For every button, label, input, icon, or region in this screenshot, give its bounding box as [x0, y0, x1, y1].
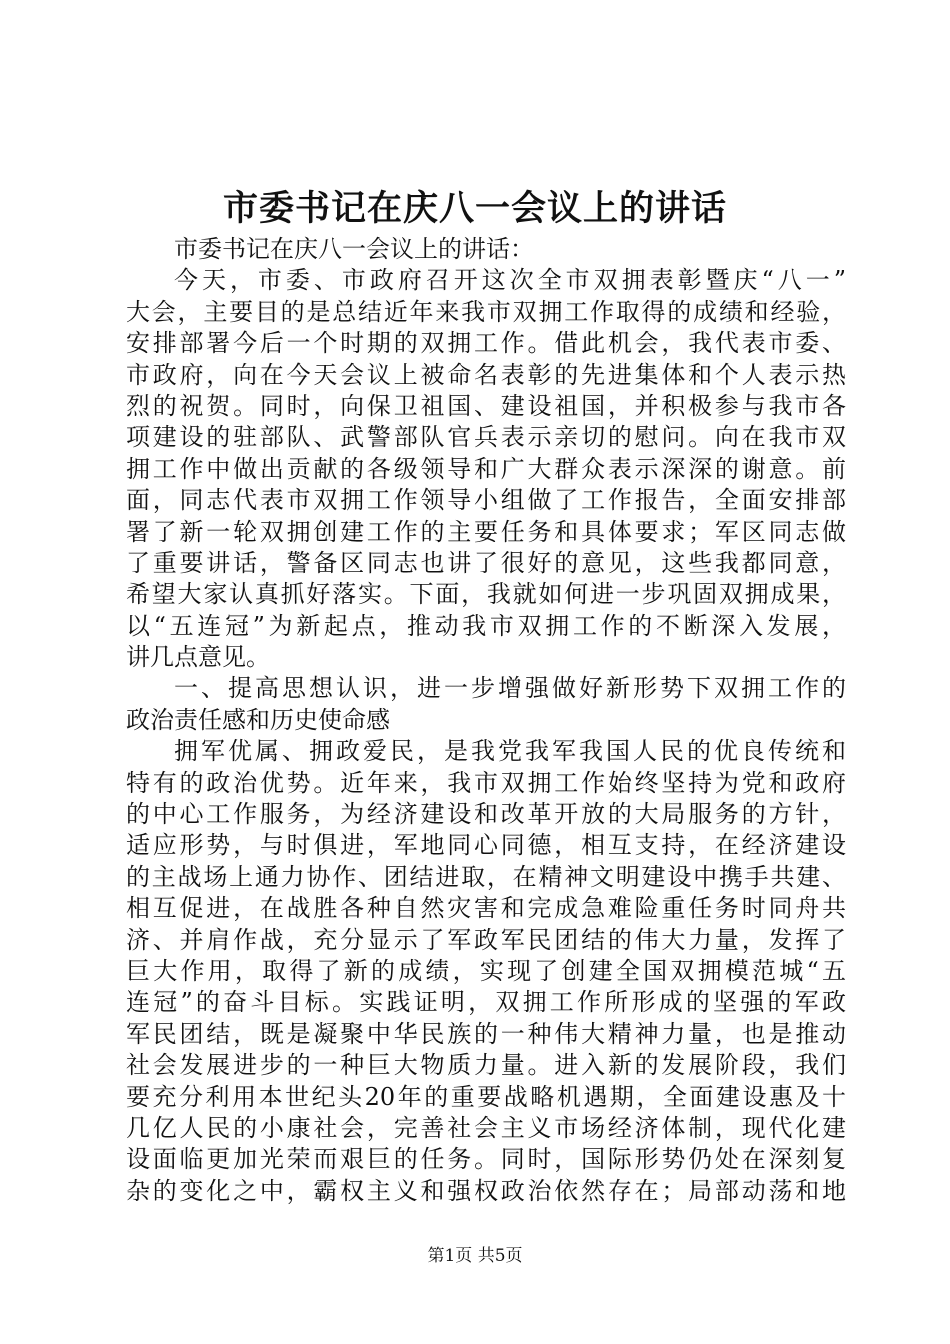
body-line: 讲几点意见。 [126, 643, 270, 672]
body-line: 相互促进，在战胜各种自然灾害和完成急难险重任务时同舟共 [126, 894, 846, 923]
body-line: 今天，市委、市政府召开这次全市双拥表彰暨庆“八一” [174, 266, 846, 295]
page-footer: 第1页 共5页 [427, 1246, 523, 1266]
body-line: 几亿人民的小康社会，完善社会主义市场经济体制，现代化建 [126, 1113, 846, 1142]
section-heading-line: 一、提高思想认识，进一步增强做好新形势下双拥工作的 [174, 674, 846, 703]
body-line: 面，同志代表市双拥工作领导小组做了工作报告，全面安排部 [126, 486, 846, 515]
body-line: 安排部署今后一个时期的双拥工作。借此机会，我代表市委、 [126, 329, 846, 358]
body-line: 要充分利用本世纪头20年的重要战略机遇期，全面建设惠及十 [126, 1082, 846, 1111]
section-heading-line: 政治责任感和历史使命感 [126, 705, 390, 734]
body-line: 的主战场上通力协作、团结进取，在精神文明建设中携手共建、 [126, 862, 846, 891]
body-line: 署了新一轮双拥创建工作的主要任务和具体要求；军区同志做 [126, 517, 846, 546]
body-line: 了重要讲话，警备区同志也讲了很好的意见，这些我都同意， [126, 548, 846, 577]
body-line: 设面临更加光荣而艰巨的任务。同时，国际形势仍处在深刻复 [126, 1145, 846, 1174]
body-line: 希望大家认真抓好落实。下面，我就如何进一步巩固双拥成果， [126, 580, 846, 609]
body-line: 的中心工作服务，为经济建设和改革开放的大局服务的方针， [126, 800, 846, 829]
body-line: 拥工作中做出贡献的各级领导和广大群众表示深深的谢意。前 [126, 454, 846, 483]
document-body [126, 234, 846, 1207]
body-line: 社会发展进步的一种巨大物质力量。进入新的发展阶段，我们 [126, 1051, 846, 1080]
body-line: 市委书记在庆八一会议上的讲话： [174, 235, 534, 263]
body-line: 大会，主要目的是总结近年来我市双拥工作取得的成绩和经验， [126, 297, 846, 326]
body-line: 项建设的驻部队、武警部队官兵表示亲切的慰问。向在我市双 [126, 423, 846, 452]
document-title: 市委书记在庆八一会议上的讲话 [222, 188, 727, 229]
body-line: 适应形势，与时俱进，军地同心同德，相互支持，在经济建设 [126, 831, 846, 860]
body-line: 拥军优属、拥政爱民，是我党我军我国人民的优良传统和 [174, 737, 846, 766]
body-line: 巨大作用，取得了新的成绩，实现了创建全国双拥模范城“五 [126, 956, 846, 985]
body-line: 杂的变化之中，霸权主义和强权政治依然存在；局部动荡和地 [126, 1176, 846, 1205]
body-line: 以“五连冠”为新起点，推动我市双拥工作的不断深入发展， [126, 611, 846, 640]
body-line: 特有的政治优势。近年来，我市双拥工作始终坚持为党和政府 [126, 768, 846, 797]
body-line: 烈的祝贺。同时，向保卫祖国、建设祖国，并积极参与我市各 [126, 391, 846, 420]
body-line: 济、并肩作战，充分显示了军政军民团结的伟大力量，发挥了 [126, 925, 846, 954]
body-line: 军民团结，既是凝聚中华民族的一种伟大精神力量，也是推动 [126, 1019, 846, 1048]
body-line: 市政府，向在今天会议上被命名表彰的先进集体和个人表示热 [126, 360, 846, 389]
body-line: 连冠”的奋斗目标。实践证明，双拥工作所形成的坚强的军政 [126, 988, 846, 1017]
